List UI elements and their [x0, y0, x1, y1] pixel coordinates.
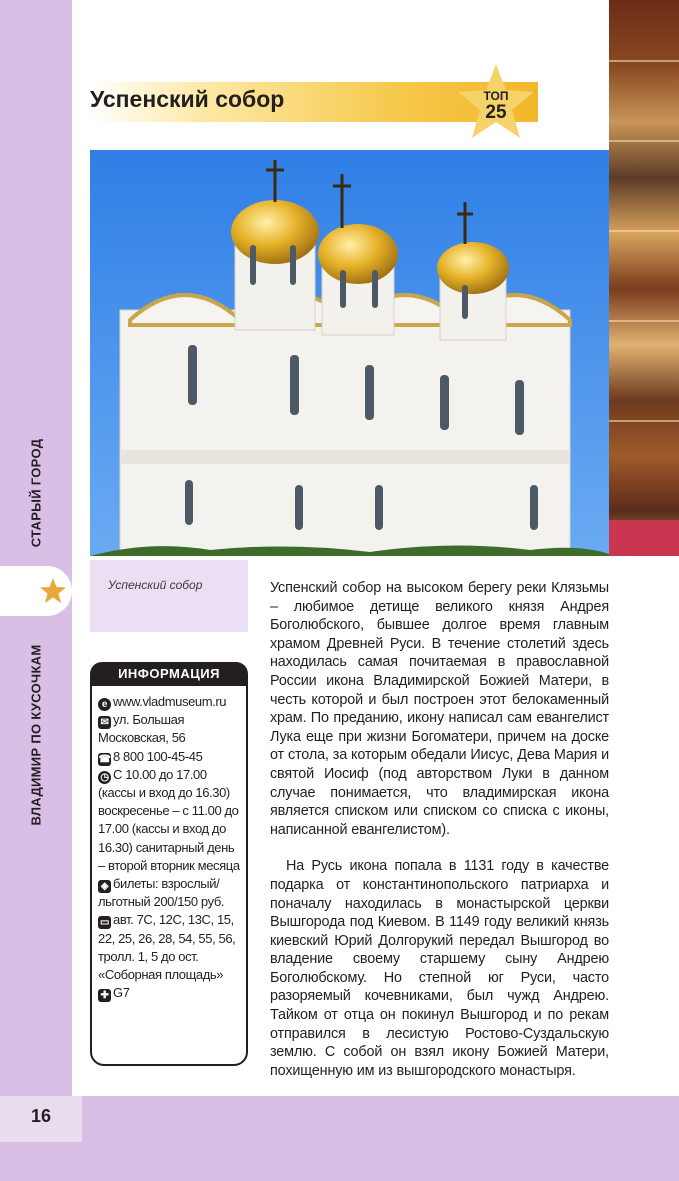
website-link[interactable]: www.vladmuseum.ru	[113, 694, 227, 709]
web-icon: e	[98, 698, 111, 711]
page-number: 16	[30, 1106, 52, 1126]
page-title: Успенский собор	[90, 86, 285, 112]
paragraph-2: На Русь икона попала в 1131 году в качестве подарка от константинопольского патриарха и поначалу находилась в монастырской церкви Вышгорода под Киевом. В 1149 году великий князь киевский Юрий Долгорукий передал Вышгород во владение своему старшему сыну Андрею Боголюбскому. Но степной юг Руси, часто разоряемый кочевниками, был чужд Андрею. Тайком от отца он покинул Вышгород и по рекам отправился в лесистую Ростово-Суздальскую землю. С собой он взял икону Божией Матери, похищенную им из вышгородского монастыря.	[270, 858, 609, 1079]
section-label-text: СТАРЫЙ ГОРОД	[28, 438, 44, 547]
red-table-detail	[609, 520, 679, 556]
clock-icon: ◷	[98, 771, 111, 784]
article-body	[270, 579, 609, 1080]
page-footer	[0, 1096, 679, 1181]
info-phone	[98, 748, 244, 766]
section-label	[0, 430, 72, 555]
sanitary-text: санитарный день – второй вторник месяца	[98, 839, 240, 873]
map-cross-icon: ✚	[98, 989, 111, 1002]
star-icon	[38, 576, 68, 606]
info-map	[98, 984, 244, 1002]
info-hours	[98, 766, 244, 875]
badge-top-text: ТОП	[483, 89, 509, 103]
info-heading: ИНФОРМАЦИЯ	[90, 662, 248, 686]
top-25-badge-icon	[454, 62, 538, 142]
interior-photo-strip	[609, 0, 679, 556]
info-tickets	[98, 875, 244, 911]
ticket-icon: ◈	[98, 880, 111, 893]
phone-text: 8 800 100-45-45	[113, 748, 203, 764]
hours-text: С 10.00 до 17.00 (кассы и вход до 16.30) воскресенье – с 11.00 до 17.00 (кассы и вход до 16.30)	[98, 766, 239, 855]
caption-box	[90, 560, 248, 632]
map-ref-text: G7	[113, 985, 130, 1001]
info-body	[98, 693, 244, 1002]
badge-number-text: 25	[485, 102, 507, 123]
info-website	[98, 693, 244, 711]
info-transport	[98, 911, 244, 984]
address-text: ул. Большая Московская, 56	[98, 712, 186, 746]
transport-text: авт. 7С, 12С, 13С, 15, 22, 25, 26, 28, 54, 55, 56, тролл. 1, 5 до ост. «Соборная площадь»	[98, 912, 236, 983]
book-title-text: ВЛАДИМИР ПО КУСОЧКАМ	[28, 644, 44, 826]
photo-caption: Успенский собор	[108, 578, 203, 592]
cathedral-photo	[90, 150, 609, 556]
phone-icon: ☎	[98, 753, 111, 765]
envelope-icon: ✉	[98, 716, 111, 729]
bus-icon: ▭	[99, 917, 110, 929]
paragraph-1: Успенский собор на высоком берегу реки Клязьмы – любимое детище великого князя Андрея Боголюбского, бывшее долгое время главным храмом Древней Руси. В течение столетий здесь находилась самая почитаемая в православной России икона Владимирской Божией Матери, в честь которой и был построен этот белокаменный храм. По преданию, икону написал сам евангелист Лука еще при жизни Богоматери, причем на доске от стола, за которым обедали Иисус, Дева Мария и святой Иосиф (под авторством Луки в данном случае понимается, что владимирская икона является списком или списком со списка с иконы, написанной евангелистом).	[270, 580, 609, 838]
tickets-text: билеты: взрослый/льготный 200/150 руб.	[98, 876, 225, 910]
info-address	[98, 711, 244, 747]
book-title-label	[0, 625, 72, 845]
